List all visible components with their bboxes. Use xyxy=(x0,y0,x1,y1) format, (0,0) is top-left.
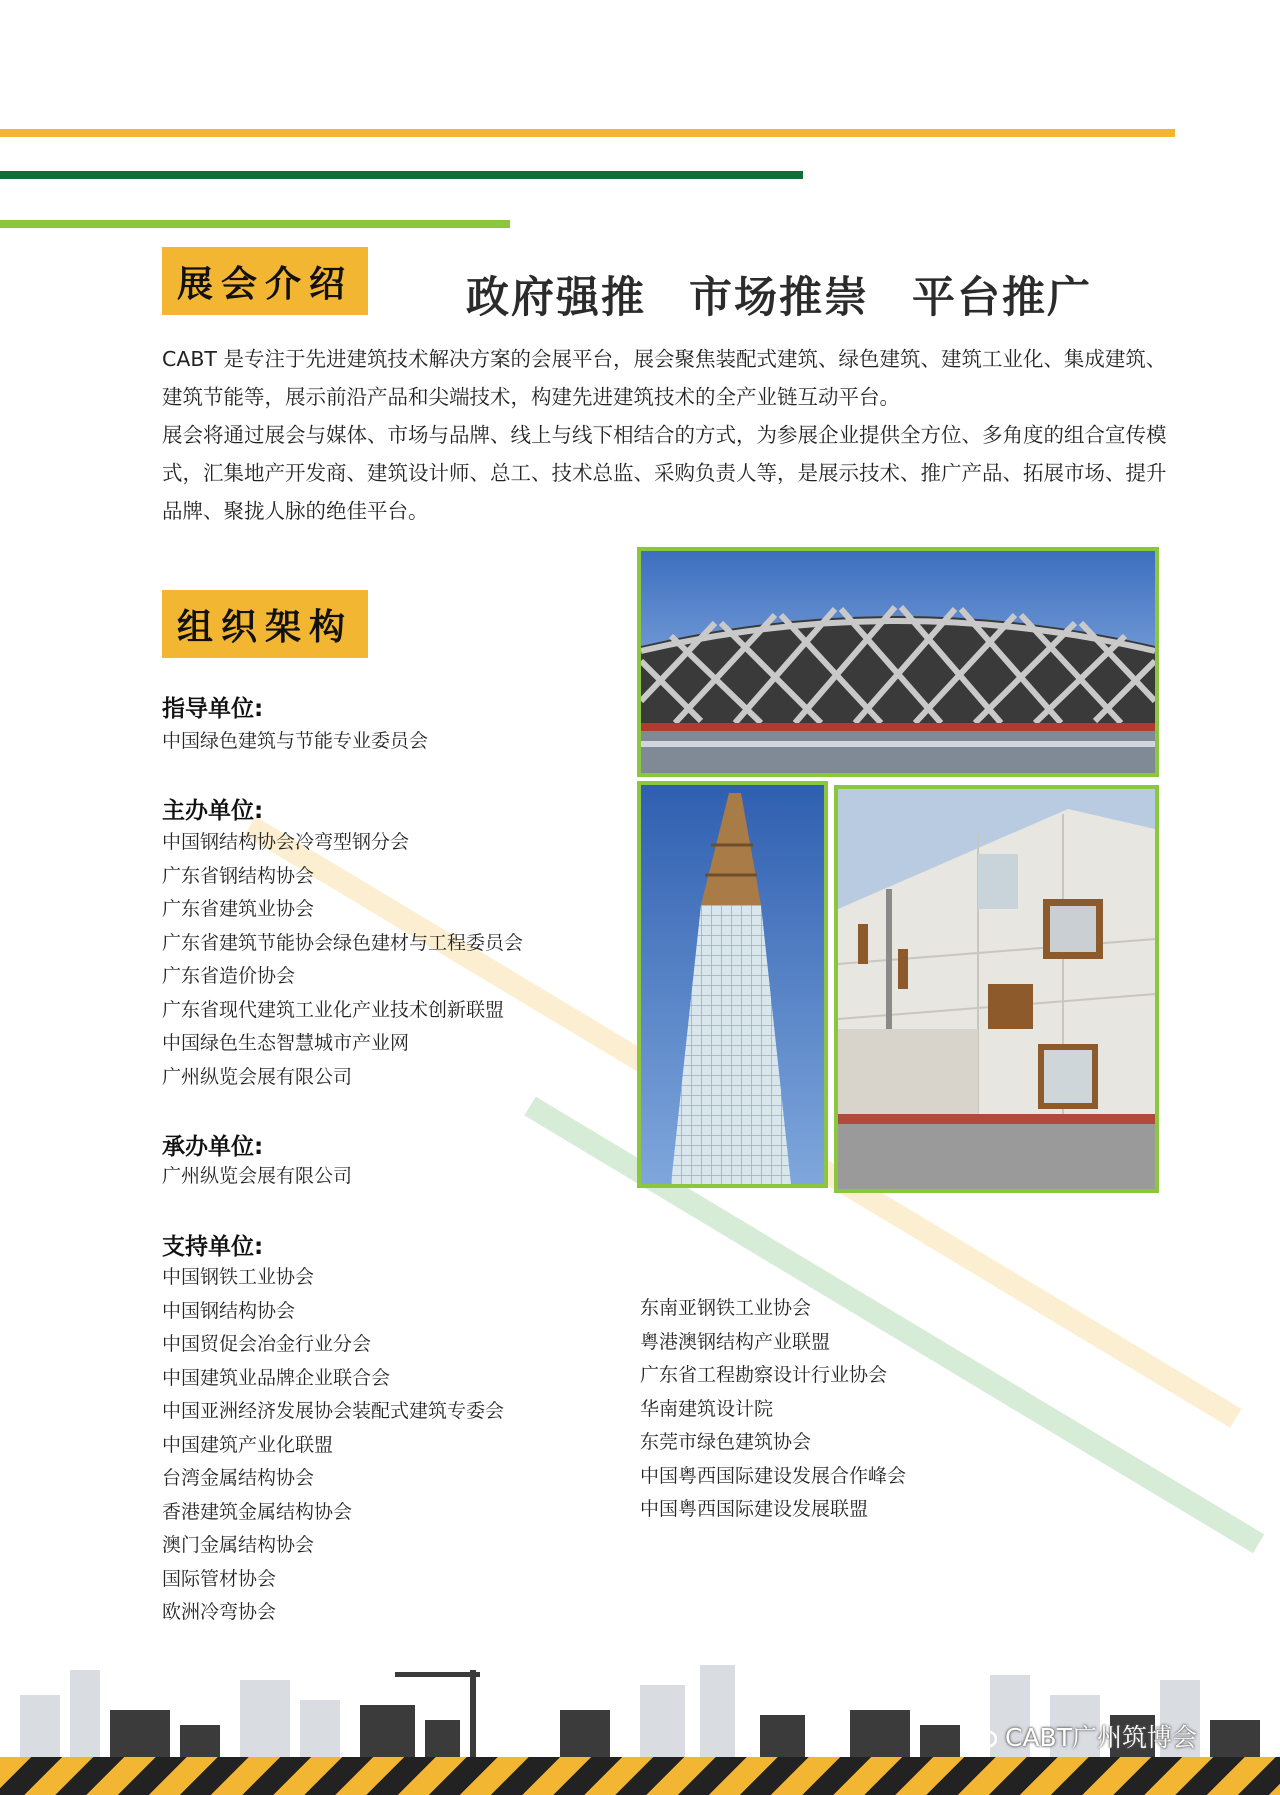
support-list-right xyxy=(640,1292,906,1527)
intro-section-badge: 展会介绍 xyxy=(162,247,368,315)
slogan-part: 市场推崇 xyxy=(688,273,869,323)
intro-text xyxy=(162,340,1172,530)
list-item: 中国亚洲经济发展协会装配式建筑专委会 xyxy=(162,1400,505,1422)
list-item: 广东省工程勘察设计行业协会 xyxy=(640,1364,888,1386)
host-list xyxy=(162,826,523,1094)
watermark-text: CABT广州筑博会 xyxy=(1005,1723,1197,1752)
list-item: 澳门金属结构协会 xyxy=(162,1534,315,1556)
list-item: 广东省建筑节能协会绿色建材与工程委员会 xyxy=(162,931,524,954)
list-item: 广东省现代建筑工业化产业技术创新联盟 xyxy=(162,998,505,1021)
list-item: 粤港澳钢结构产业联盟 xyxy=(640,1330,831,1353)
list-item: 中国钢铁工业协会 xyxy=(162,1266,315,1288)
stadium-photo xyxy=(637,547,1159,777)
hazard-stripe-band xyxy=(0,1757,1280,1795)
list-item: 中国建筑产业化联盟 xyxy=(162,1433,334,1456)
list-item: 中国钢结构协会冷弯型钢分会 xyxy=(162,831,410,853)
watermark xyxy=(963,1718,1197,1754)
list-item: 国际管材协会 xyxy=(162,1567,277,1590)
support-list-left xyxy=(162,1261,504,1630)
list-item: 中国粤西国际建设发展联盟 xyxy=(640,1498,869,1520)
organizer-label: 承办单位: xyxy=(162,1134,264,1160)
list-item: 广东省造价协会 xyxy=(162,965,296,987)
host-label: 主办单位: xyxy=(162,798,264,824)
list-item: 欧洲冷弯协会 xyxy=(162,1601,277,1623)
list-item: 东莞市绿色建筑协会 xyxy=(640,1431,812,1453)
list-item: 广东省钢结构协会 xyxy=(162,864,315,887)
top-stripe-yellow xyxy=(0,129,1175,137)
slogan xyxy=(466,264,1118,325)
list-item: 广州纵览会展有限公司 xyxy=(162,1165,353,1187)
list-item: 中国绿色建筑与节能专业委员会 xyxy=(162,730,429,752)
guiding-label: 指导单位: xyxy=(162,696,264,722)
list-item: 华南建筑设计院 xyxy=(640,1397,774,1420)
list-item: 广东省建筑业协会 xyxy=(162,898,315,920)
org-section-badge: 组织架构 xyxy=(162,590,368,658)
slogan-part: 平台推广 xyxy=(911,273,1092,323)
slogan-part: 政府强推 xyxy=(466,273,646,323)
guiding-list xyxy=(162,725,428,759)
intro-paragraph: 展会将通过展会与媒体、市场与品牌、线上与线下相结合的方式，为参展企业提供全方位、多角度的组合宣传模式，汇集地产开发商、建筑设计师、总工、技术总监、采购负责人等，是展示技术、推广产品、拓展市场、提升品牌、聚拢人脉的绝佳平台。 xyxy=(162,423,1167,523)
list-item: 中国绿色生态智慧城市产业网 xyxy=(162,1032,410,1054)
list-item: 香港建筑金属结构协会 xyxy=(162,1500,353,1523)
wechat-icon xyxy=(963,1723,997,1749)
list-item: 中国粤西国际建设发展合作峰会 xyxy=(640,1464,907,1487)
list-item: 中国钢结构协会 xyxy=(162,1299,296,1322)
top-stripe-lime xyxy=(0,220,510,228)
top-stripe-green xyxy=(0,171,803,179)
list-item: 台湾金属结构协会 xyxy=(162,1467,315,1489)
list-item: 中国贸促会冶金行业分会 xyxy=(162,1333,372,1355)
intro-paragraph: CABT 是专注于先进建筑技术解决方案的会展平台，展会聚焦装配式建筑、绿色建筑、建筑工业化、集成建筑、建筑节能等，展示前沿产品和尖端技术，构建先进建筑技术的全产业链互动平台。 xyxy=(162,347,1167,409)
house-photo xyxy=(834,785,1159,1193)
support-label: 支持单位: xyxy=(162,1234,264,1260)
list-item: 东南亚钢铁工业协会 xyxy=(640,1297,812,1319)
list-item: 中国建筑业品牌企业联合会 xyxy=(162,1366,391,1389)
organizer-list xyxy=(162,1160,352,1194)
list-item: 广州纵览会展有限公司 xyxy=(162,1065,353,1088)
tower-photo xyxy=(637,781,828,1188)
